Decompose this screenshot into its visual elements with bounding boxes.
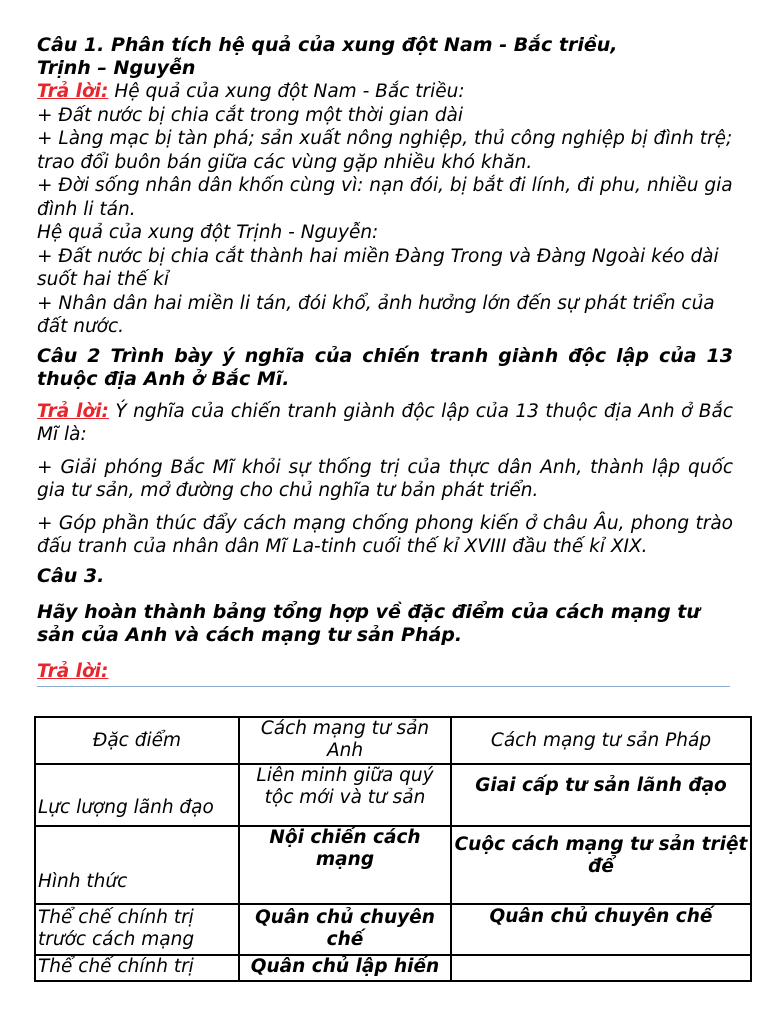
table-cell: Giai cấp tư sản lãnh đạo — [451, 764, 751, 826]
table-cell: Quân chủ chuyên chế — [239, 904, 451, 955]
question-2-point: + Góp phần thúc đẩy cách mạng chống phong kiến ở châu Âu, phong trào đấu tranh của nhân dân Mĩ La-tinh cuối thế kỉ XVIII đầu thế kỉ XIX. — [37, 512, 733, 557]
table-row — [35, 955, 751, 981]
question-2-answer-intro — [37, 400, 733, 447]
table-cell: Thể chế chính trị — [35, 955, 239, 981]
table-row — [35, 826, 751, 904]
question-1-subheading: Hệ quả của xung đột Trịnh - Nguyễn: — [37, 222, 379, 243]
document-body — [37, 34, 733, 687]
table-cell — [451, 955, 751, 981]
table-cell: Cuộc cách mạng tư sản triệt để — [451, 826, 751, 904]
table-header-cell: Cách mạng tư sản Pháp — [451, 717, 751, 764]
table-row — [35, 904, 751, 955]
table-header-row — [35, 717, 751, 764]
answer-intro-text: Ý nghĩa của chiến tranh giành độc lập của 13 thuộc địa Anh ở Bắc Mĩ là: — [37, 400, 733, 445]
table-cell: Liên minh giữa quý tộc mới và tư sản — [239, 764, 451, 826]
table-cell: Quân chủ lập hiến — [239, 955, 451, 981]
question-1-point: + Đất nước bị chia cắt thành hai miền Đàng Trong và Đàng Ngoài kéo dài suốt hai thế kỉ — [37, 245, 719, 290]
answer-label: Trả lời: — [37, 400, 109, 422]
table-cell: Hình thức — [35, 826, 239, 904]
table-header-cell: Cách mạng tư sản Anh — [239, 717, 451, 764]
answer-label: Trả lời: — [37, 81, 109, 102]
table-cell: Lực lượng lãnh đạo — [35, 764, 239, 826]
question-1-title-line-1: Câu 1. Phân tích hệ quả của xung đột Nam - Bắc triều, — [37, 34, 618, 56]
question-1-point: + Nhân dân hai miền li tán, đói khổ, ảnh hưởng lớn đến sự phát triển của đất nước. — [37, 292, 715, 337]
question-1-point: + Đất nước bị chia cắt trong một thời gian dài — [37, 104, 464, 126]
question-1-point: + Làng mạc bị tàn phá; sản xuất nông nghiệp, thủ công nghiệp bị đình trệ; trao đổi buôn bán giữa các vùng gặp nhiều khó khăn. — [37, 128, 733, 173]
horizontal-rule — [37, 686, 730, 687]
question-3-title: Câu 3. — [37, 564, 105, 587]
table-header-cell: Đặc điểm — [35, 717, 239, 764]
table-row — [35, 764, 751, 826]
table-cell: Quân chủ chuyên chế — [451, 904, 751, 955]
answer-intro-text: Hệ quả của xung đột Nam - Bắc triều: — [108, 81, 465, 102]
question-1-title-line-2: Trịnh – Nguyễn — [37, 57, 196, 79]
comparison-table — [34, 716, 752, 982]
table-cell: Nội chiến cách mạng — [239, 826, 451, 904]
question-3-task: Hãy hoàn thành bảng tổng hợp về đặc điểm của cách mạng tư sản của Anh và cách mạng tư sản Pháp. — [37, 600, 700, 646]
table-cell: Thể chế chính trị trước cách mạng — [35, 904, 239, 955]
question-1-point: + Đời sống nhân dân khốn cùng vì: nạn đói, bị bắt đi lính, đi phu, nhiều gia đình li tán. — [37, 175, 733, 220]
question-3-answer-label-line — [37, 660, 733, 684]
question-1-answer-intro — [37, 80, 733, 104]
question-2-point: + Giải phóng Bắc Mĩ khỏi sự thống trị của thực dân Anh, thành lập quốc gia tư sản, mở đường cho chủ nghĩa tư bản phát triển. — [37, 456, 733, 501]
question-2-title: Câu 2 Trình bày ý nghĩa của chiến tranh giành độc lập của 13 thuộc địa Anh ở Bắc Mĩ. — [37, 344, 733, 390]
answer-label: Trả lời: — [37, 660, 109, 682]
